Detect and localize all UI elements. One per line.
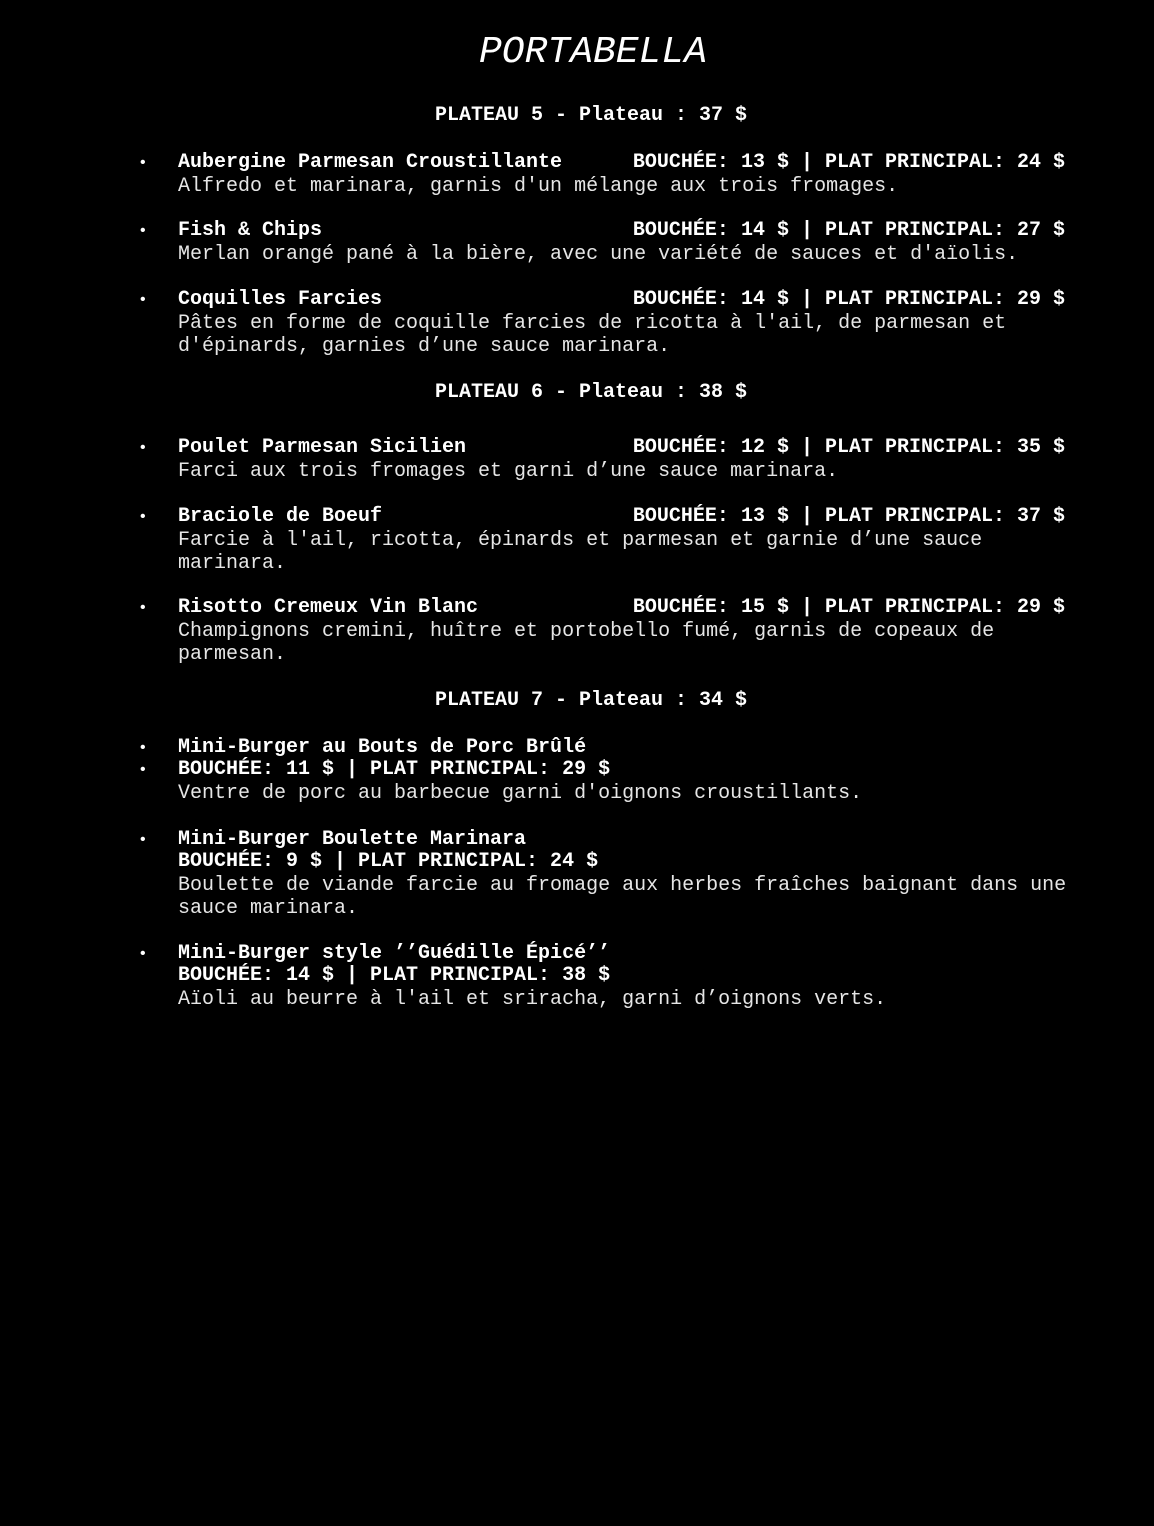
item-name: Aubergine Parmesan Croustillante bbox=[178, 151, 563, 174]
item-description: Boulette de viande farcie au fromage aux herbes fraîches baignant dans une sauce marinara. bbox=[178, 874, 1067, 920]
item-description: Pâtes en forme de coquille farcies de ricotta à l'ail, de parmesan et d'épinards, garnies d’une sauce marinara. bbox=[178, 312, 1007, 358]
item-name: Mini-Burger Boulette Marinara bbox=[178, 828, 527, 851]
item-price: BOUCHÉE: 14 $ | PLAT PRINCIPAL: 29 $ bbox=[632, 288, 1065, 311]
item-name: Risotto Cremeux Vin Blanc bbox=[178, 596, 479, 619]
menu-item-poulet-parmesan bbox=[140, 437, 1080, 487]
item-name: Poulet Parmesan Sicilien bbox=[178, 436, 467, 459]
item-description: Aïoli au beurre à l'ail et sriracha, garni d’oignons verts. bbox=[178, 988, 887, 1011]
bullet-icon: • bbox=[140, 222, 146, 239]
bullet-icon: • bbox=[140, 508, 146, 525]
menu-item-coquilles bbox=[140, 289, 1080, 363]
bullet-icon: • bbox=[140, 761, 146, 778]
item-description: Alfredo et marinara, garnis d'un mélange aux trois fromages. bbox=[178, 175, 899, 198]
bullet-icon: • bbox=[140, 439, 146, 456]
menu-item-mini-burger-guedille bbox=[140, 943, 1080, 1015]
menu-item-fish-chips bbox=[140, 220, 1080, 270]
bullet-icon: • bbox=[140, 154, 146, 171]
item-description: Ventre de porc au barbecue garni d'oignons croustillants. bbox=[178, 782, 863, 805]
bullet-icon: • bbox=[140, 831, 146, 848]
item-description: Merlan orangé pané à la bière, avec une variété de sauces et d'aïolis. bbox=[178, 243, 1019, 266]
item-price: BOUCHÉE: 14 $ | PLAT PRINCIPAL: 27 $ bbox=[632, 219, 1065, 242]
item-price: BOUCHÉE: 9 $ | PLAT PRINCIPAL: 24 $ bbox=[178, 850, 599, 873]
item-price: BOUCHÉE: 14 $ | PLAT PRINCIPAL: 38 $ bbox=[178, 964, 611, 987]
item-name: Mini-Burger style ’’Guédille Épicé’’ bbox=[178, 942, 611, 965]
section-heading-plateau-5: PLATEAU 5 - Plateau : 37 $ bbox=[434, 104, 748, 127]
item-description: Champignons cremini, huître et portobello fumé, garnis de copeaux de parmesan. bbox=[178, 620, 995, 666]
menu-item-mini-burger-porc bbox=[140, 737, 1080, 809]
menu-item-risotto bbox=[140, 597, 1080, 671]
bullet-icon: • bbox=[140, 945, 146, 962]
section-heading-plateau-6: PLATEAU 6 - Plateau : 38 $ bbox=[434, 381, 748, 404]
section-heading-plateau-7: PLATEAU 7 - Plateau : 34 $ bbox=[434, 689, 748, 712]
item-price: BOUCHÉE: 15 $ | PLAT PRINCIPAL: 29 $ bbox=[632, 596, 1065, 619]
item-price: BOUCHÉE: 13 $ | PLAT PRINCIPAL: 24 $ bbox=[632, 151, 1065, 174]
item-description: Farci aux trois fromages et garni d’une sauce marinara. bbox=[178, 460, 839, 483]
item-price: BOUCHÉE: 12 $ | PLAT PRINCIPAL: 35 $ bbox=[632, 436, 1065, 459]
menu-item-braciole bbox=[140, 506, 1080, 580]
menu-item-aubergine bbox=[140, 152, 1080, 202]
item-description: Farcie à l'ail, ricotta, épinards et parmesan et garnie d’une sauce marinara. bbox=[178, 529, 983, 575]
item-name: Braciole de Boeuf bbox=[178, 505, 383, 528]
restaurant-title: PORTABELLA bbox=[478, 31, 708, 74]
item-price: BOUCHÉE: 11 $ | PLAT PRINCIPAL: 29 $ bbox=[178, 758, 611, 781]
item-name: Coquilles Farcies bbox=[178, 288, 383, 311]
item-name: Mini-Burger au Bouts de Porc Brûlé bbox=[178, 736, 587, 759]
bullet-icon: • bbox=[140, 291, 146, 308]
menu-item-mini-burger-boulette bbox=[140, 829, 1080, 925]
item-price: BOUCHÉE: 13 $ | PLAT PRINCIPAL: 37 $ bbox=[632, 505, 1065, 528]
bullet-icon: • bbox=[140, 739, 146, 756]
item-name: Fish & Chips bbox=[178, 219, 323, 242]
bullet-icon: • bbox=[140, 599, 146, 616]
